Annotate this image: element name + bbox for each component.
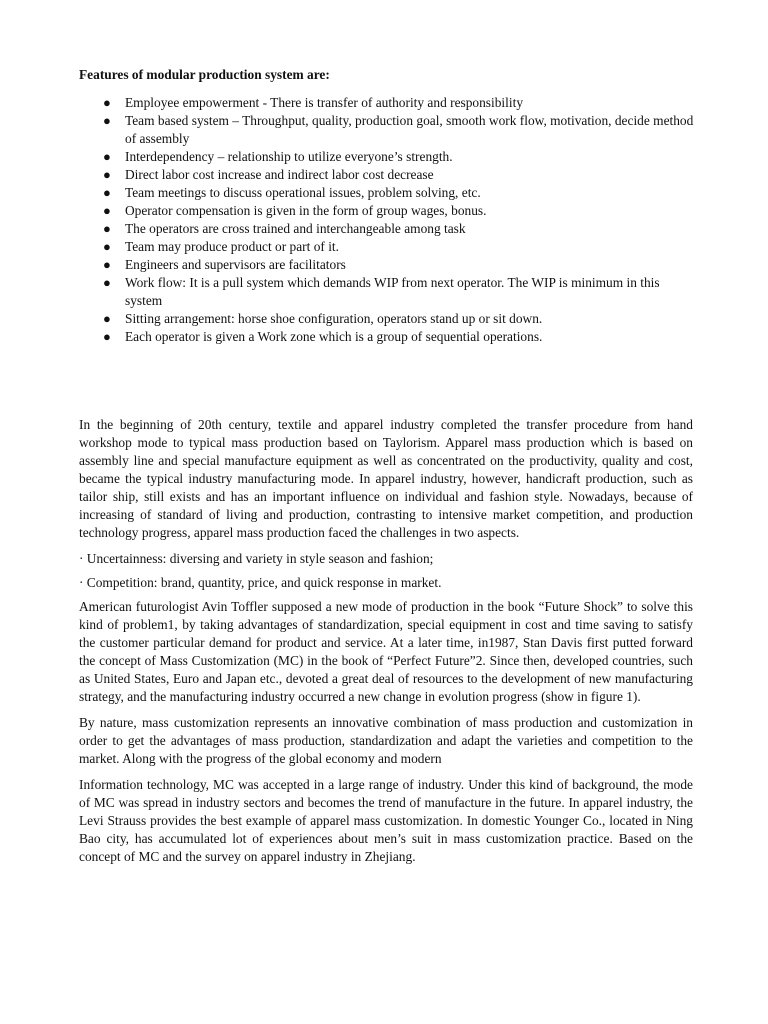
features-list [79,94,694,346]
list-item [79,112,694,148]
list-item [79,220,694,238]
bullet-icon: ● [103,149,111,164]
bullet-icon: ● [103,185,111,200]
bullet-icon: ● [103,275,111,290]
list-item [79,256,694,274]
bullet-icon: ● [103,203,111,218]
paragraph-intro: In the beginning of 20th century, textile and apparel industry completed the transfer procedure from hand workshop mode to typical mass production based on Taylorism. Apparel mass production which is based on assembly line and special manufacture equipment as well as concentrated on the productivity, quality and cost, became the typical industry manufacturing mode. In apparel industry, however, handicraft production, such as tailor ship, still exists and has an important influence on individual and fashion style. Nowadays, because of increasing of standard of living and production, contrasting to intensive market competition, and production technology progress, apparel mass production faced the challenges in two aspects. [79,417,693,540]
paragraph-competition: · Competition: brand, quantity, price, and quick response in market. [79,575,442,590]
bullet-icon: ● [103,311,111,326]
list-item [79,184,694,202]
list-item [79,94,694,112]
section-heading: Features of modular production system are: [79,67,330,82]
list-item-text: Interdependency – relationship to utilize everyone’s strength. [125,149,453,164]
bullet-icon: ● [103,167,111,182]
list-item [79,202,694,220]
list-item-text: Engineers and supervisors are facilitators [125,257,346,272]
list-item-text: Operator compensation is given in the form of group wages, bonus. [125,203,487,218]
list-item-text: Sitting arrangement: horse shoe configuration, operators stand up or sit down. [125,311,543,326]
list-item [79,328,694,346]
list-item-text: The operators are cross trained and interchangeable among task [125,221,466,236]
bullet-icon: ● [103,221,111,236]
list-item [79,274,694,310]
bullet-icon: ● [103,95,111,110]
list-item-text: Team based system – Throughput, quality, production goal, smooth work flow, motivation, decide method of assembly [125,113,694,146]
list-item [79,310,694,328]
paragraph-nature: By nature, mass customization represents an innovative combination of mass production and customization in order to get the advantages of mass production, standardization and adapt the varieties and competition to the market. Along with the progress of the global economy and modern [79,715,693,766]
paragraph-information-technology: Information technology, MC was accepted in a large range of industry. Under this kind of background, the mode of MC was spread in industry sectors and becomes the trend of manufacture in the future. In apparel industry, the Levi Strauss provides the best example of apparel mass customization. In domestic Younger Co., located in Ning Bao city, has accumulated lot of experiences about men’s suit in mass customization practice. Based on the concept of MC and the survey on apparel industry in Zhejiang. [79,777,693,864]
body-text [79,416,693,874]
paragraph-toffler: American futurologist Avin Toffler supposed a new mode of production in the book “Future Shock” to solve this kind of problem1, by taking advantages of standardization, special equipment in cost and time saving to satisfy the customer particular demand for product and service. At a later time, in1987, Stan Davis first putted forward the concept of Mass Customization (MC) in the book of “Perfect Future”2. Since then, developed countries, such as United States, Euro and Japan etc., devoted a great deal of resources to the development of new manufacturing strategy, and the manufacturing industry occurred a new change in evolution progress (show in figure 1). [79,599,693,704]
list-item-text: Work flow: It is a pull system which demands WIP from next operator. The WIP is minimum in this system [125,275,660,308]
list-item-text: Team may produce product or part of it. [125,239,339,254]
bullet-icon: ● [103,239,111,254]
list-item-text: Team meetings to discuss operational issues, problem solving, etc. [125,185,481,200]
bullet-icon: ● [103,113,111,128]
paragraph-uncertainness: · Uncertainness: diversing and variety in style season and fashion; [79,551,434,566]
list-item-text: Direct labor cost increase and indirect labor cost decrease [125,167,434,182]
list-item-text: Employee empowerment - There is transfer of authority and responsibility [125,95,524,110]
list-item [79,238,694,256]
bullet-icon: ● [103,257,111,272]
bullet-icon: ● [103,329,111,344]
list-item [79,148,694,166]
list-item [79,166,694,184]
list-item-text: Each operator is given a Work zone which is a group of sequential operations. [125,329,543,344]
